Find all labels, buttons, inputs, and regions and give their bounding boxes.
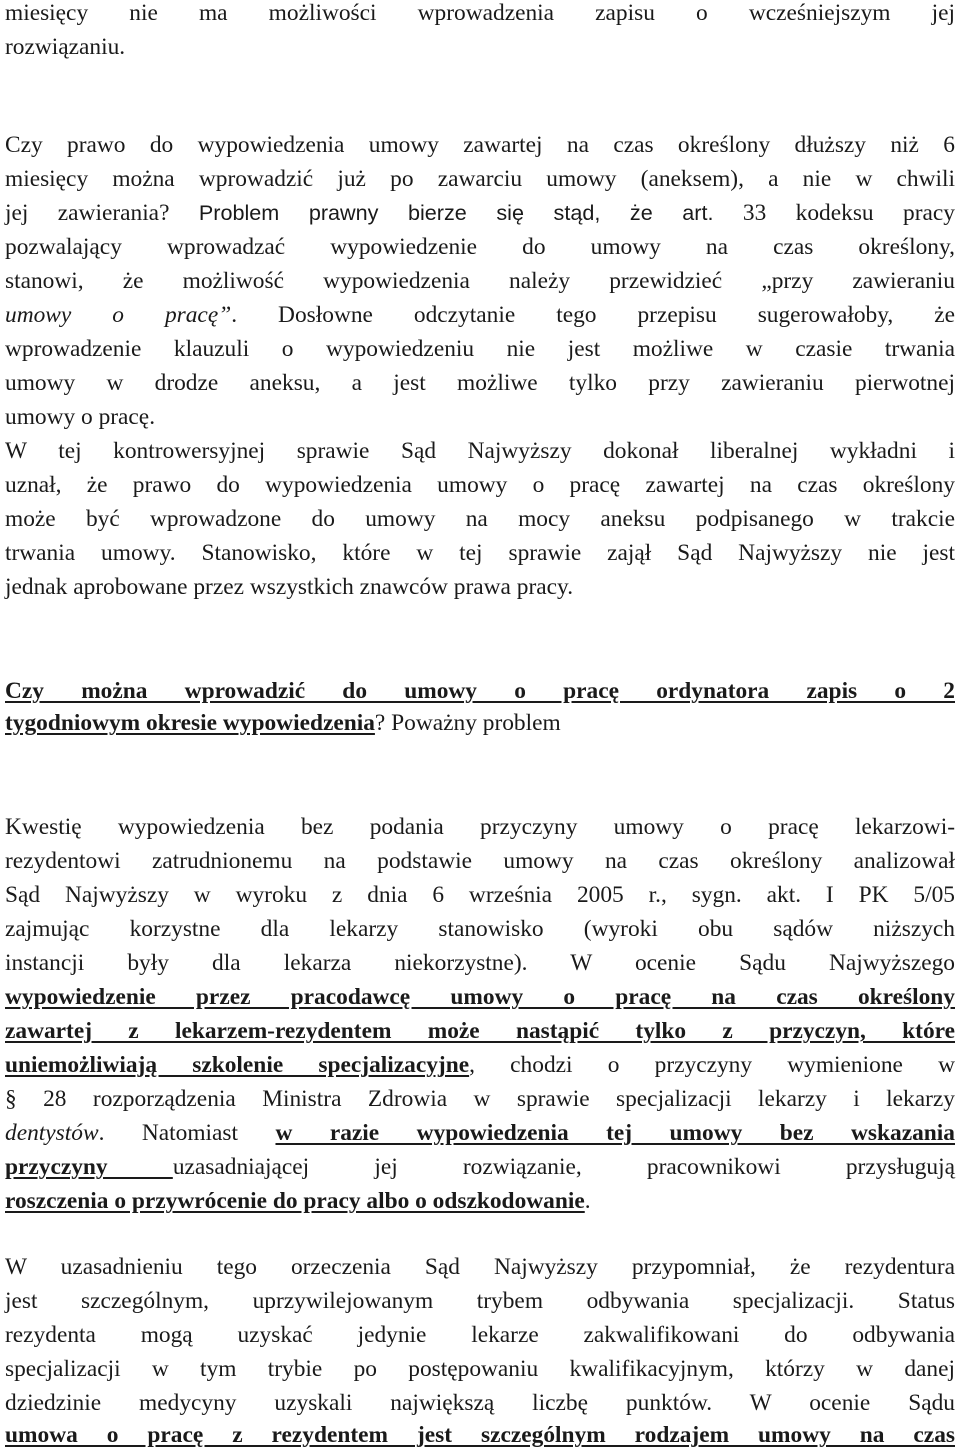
para2-line-3-start: jej zawierania? bbox=[5, 200, 199, 226]
para4-line-10-mid: . Natomiast bbox=[98, 1120, 276, 1146]
para4-line-11 bbox=[5, 1150, 955, 1184]
para3-line-1: W tej kontrowersyjnej sprawie Sąd Najwyższy dokonał liberalnej wykładni i bbox=[5, 438, 955, 464]
para5-line-6: umowa o pracę z rezydentem jest szczególnym rodzajem umowy na czas bbox=[5, 1422, 955, 1448]
para3-line-5: jednak aprobowane przez wszystkich znawców prawa pracy. bbox=[5, 574, 574, 600]
para2-line-8: umowy w drodze aneksu, a jest możliwe tylko przy zawieraniu pierwotnej bbox=[5, 370, 955, 396]
para2-line-3-sans: Problem prawny bierze się stąd, że art. bbox=[198, 200, 714, 225]
para1-line-1: miesięcy nie ma możliwości wprowadzenia zapisu o wcześniejszym jej bbox=[5, 0, 955, 26]
para2-line-6 bbox=[5, 298, 955, 332]
para4-line-1: Kwestię wypowiedzenia bez podania przyczyny umowy o pracę lekarzowi- bbox=[5, 814, 955, 840]
para2-line-3 bbox=[5, 196, 955, 230]
para5-line-4: specjalizacji w tym trybie po postępowaniu kwalifikacyjnym, którzy w danej bbox=[5, 1356, 955, 1382]
para2-line-7: wprowadzenie klauzuli o wypowiedzeniu nie jest możliwe w czasie trwania bbox=[5, 336, 955, 362]
para5-line-3: rezydenta mogą uzyskać jedynie lekarze zakwalifikowani do odbywania bbox=[5, 1322, 955, 1348]
para3-line-3: może być wprowadzone do umowy na mocy aneksu podpisanego w trakcie bbox=[5, 506, 955, 532]
para3-line-4: trwania umowy. Stanowisko, które w tej sprawie zajął Sąd Najwyższy nie jest bbox=[5, 540, 955, 566]
para5-line-5: dziedzinie medycyny uzyskali największą liczbę punktów. W ocenie Sądu bbox=[5, 1390, 955, 1416]
para4-line-7: zawartej z lekarzem-rezydentem może nastąpić tylko z przyczyn, które bbox=[5, 1018, 955, 1044]
para4-line-3: Sąd Najwyższy w wyroku z dnia 6 września 2005 r., sygn. akt. I PK 5/05 bbox=[5, 882, 955, 908]
section-heading-line-1: Czy można wprowadzić do umowy o pracę ordynatora zapis o 2 bbox=[5, 678, 955, 704]
para4-line-12-rest: . bbox=[584, 1188, 591, 1214]
para5-line-2: jest szczególnym, uprzywilejowanym trybem odbywania specjalizacji. Status bbox=[5, 1288, 955, 1314]
para4-line-4: zajmując korzystne dla lekarzy stanowisko (wyroki obu sądów niższych bbox=[5, 916, 955, 942]
para1-line-2: rozwiązaniu. bbox=[5, 34, 126, 60]
para2-line-4: pozwalający wprowadzać wypowiedzenie do umowy na czas określony, bbox=[5, 234, 955, 260]
para3-line-2: uznał, że prawo do wypowiedzenia umowy o pracę zawartej na czas określony bbox=[5, 472, 955, 498]
section-heading-underlined: tygodniowym okresie wypowiedzenia bbox=[5, 710, 375, 736]
section-heading-rest: ? Poważny problem bbox=[374, 710, 561, 736]
para2-line-6-rest: . Dosłowne odczytanie tego przepisu sugerowałoby, że bbox=[231, 302, 955, 328]
para2-line-5: stanowi, że możliwość wypowiedzenia należy przewidzieć „przy zawieraniu bbox=[5, 268, 955, 294]
para4-line-11-emphasis: przyczyny bbox=[5, 1154, 173, 1180]
para4-line-12-emphasis: roszczenia o przywrócenie do pracy albo o odszkodowanie bbox=[5, 1188, 585, 1214]
para4-line-12 bbox=[5, 1184, 591, 1218]
para4-line-8 bbox=[5, 1048, 955, 1082]
para4-line-10 bbox=[5, 1116, 955, 1150]
para4-line-8-rest: , chodzi o przyczyny wymienione w bbox=[469, 1052, 956, 1078]
para4-line-5: instancji były dla lekarza niekorzystne). W ocenie Sądu Najwyższego bbox=[5, 950, 955, 976]
section-heading-line-2 bbox=[5, 706, 561, 740]
para4-line-9: § 28 rozporządzenia Ministra Zdrowia w sprawie specjalizacji lekarzy i lekarzy bbox=[5, 1086, 955, 1112]
para2-line-1: Czy prawo do wypowiedzenia umowy zawartej na czas określony dłuższy niż 6 bbox=[5, 132, 955, 158]
para2-line-6-italic: umowy o pracę” bbox=[5, 302, 232, 328]
para4-line-8-emphasis: uniemożliwiają szkolenie specjalizacyjne bbox=[5, 1052, 470, 1078]
para4-line-10-italic: dentystów bbox=[5, 1120, 99, 1146]
para4-line-10-emphasis: w razie wypowiedzenia tej umowy bez wskazania bbox=[275, 1120, 955, 1146]
para2-line-9: umowy o pracę. bbox=[5, 404, 156, 430]
para5-line-1: W uzasadnieniu tego orzeczenia Sąd Najwyższy przypomniał, że rezydentura bbox=[5, 1254, 955, 1280]
para4-line-6: wypowiedzenie przez pracodawcę umowy o pracę na czas określony bbox=[5, 984, 955, 1010]
para4-line-2: rezydentowi zatrudnionemu na podstawie umowy na czas określony analizował bbox=[5, 848, 955, 874]
para2-line-3-end: 33 kodeksu pracy bbox=[713, 200, 955, 226]
para2-line-2: miesięcy można wprowadzić już po zawarciu umowy (aneksem), a nie w chwili bbox=[5, 166, 955, 192]
para4-line-11-rest: uzasadniającej jej rozwiązanie, pracownikowi przysługują bbox=[172, 1154, 955, 1180]
